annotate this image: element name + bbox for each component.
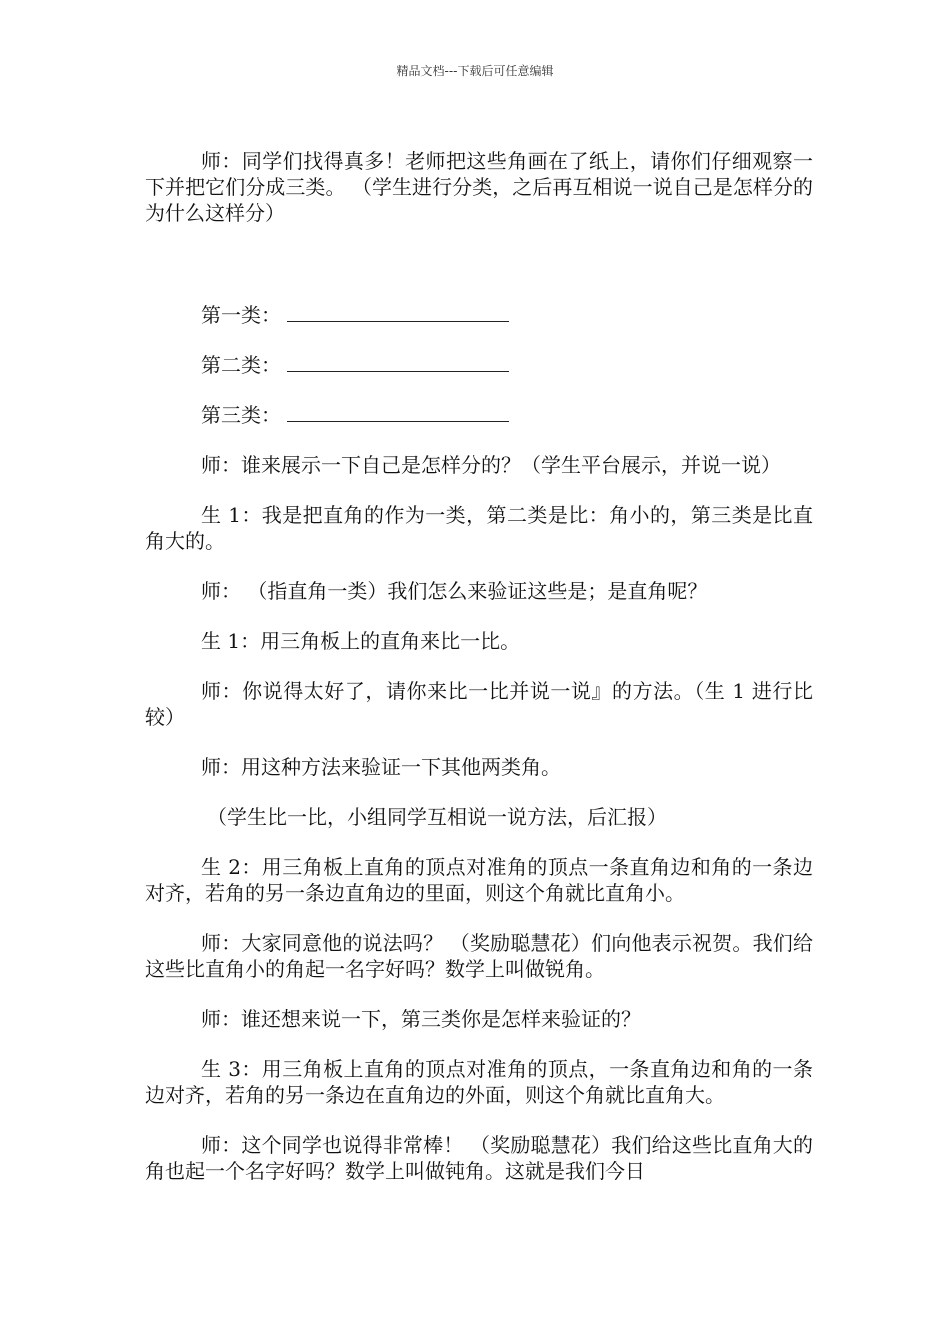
answer-blank-1 — [287, 303, 509, 322]
paragraph-teacher-show: 师：谁来展示一下自己是怎样分的？（学生平台展示，并说一说） — [201, 453, 781, 477]
paragraph-student1-method: 生 1：用三角板上的直角来比一比。 — [201, 629, 521, 653]
category-line-2 — [145, 352, 813, 378]
category-label-2: 第二类： — [201, 353, 281, 377]
paragraph-student3-answer: 生 3：用三角板上直角的顶点对准角的顶点，一条直角边和角的一条边对齐，若角的另一条边在直角边的外面，则这个角就比直角大。 — [145, 1057, 813, 1107]
answer-blank-3 — [287, 403, 509, 422]
paragraph-student1-answer: 生 1：我是把直角的作为一类，第二类是比：角小的，第三类是比直角大的。 — [145, 503, 813, 553]
paragraph-student2-answer: 生 2：用三角板上直角的顶点对准角的顶点一条直角边和角的一条边对齐，若角的另一条边直角边的里面，则这个角就比直角小。 — [145, 855, 813, 905]
paragraph-teacher-third: 师：谁还想来说一下，第三类你是怎样来验证的？ — [201, 1007, 641, 1031]
paragraph-intro: 师：同学们找得真多！老师把这些角画在了纸上，请你们仔细观察一下并把它们分成三类。 （学生进行分类，之后再互相说一说自己是怎样分的为什么这样分） — [145, 149, 813, 225]
paragraph-student-activity: （学生比一比，小组同学互相说一说方法，后汇报） — [207, 805, 667, 829]
category-line-1 — [145, 302, 813, 328]
paragraph-teacher-obtuse: 师：这个同学也说得非常棒！ （奖励聪慧花）我们给这些比直角大的角也起一个名字好吗？数学上叫做钝角。这就是我们今日 — [145, 1133, 813, 1183]
answer-blank-2 — [287, 353, 509, 372]
page-header: 精品文档---下载后可任意编辑 — [396, 64, 554, 78]
document-body — [145, 148, 813, 1184]
paragraph-teacher-praise: 师：你说得太好了，请你来比一比并说一说』的方法。（生 1 进行比较） — [145, 679, 813, 729]
category-label-1: 第一类： — [201, 303, 281, 327]
category-line-3 — [145, 402, 813, 428]
category-label-3: 第三类： — [201, 403, 281, 427]
paragraph-teacher-verify: 师： （指直角一类）我们怎么来验证这些是；是直角呢？ — [201, 579, 708, 603]
paragraph-teacher-other: 师：用这种方法来验证一下其他两类角。 — [201, 755, 561, 779]
paragraph-teacher-acute: 师：大家同意他的说法吗？ （奖励聪慧花）们向他表示祝贺。我们给这些比直角小的角起一名字好吗？数学上叫做锐角。 — [145, 931, 813, 981]
